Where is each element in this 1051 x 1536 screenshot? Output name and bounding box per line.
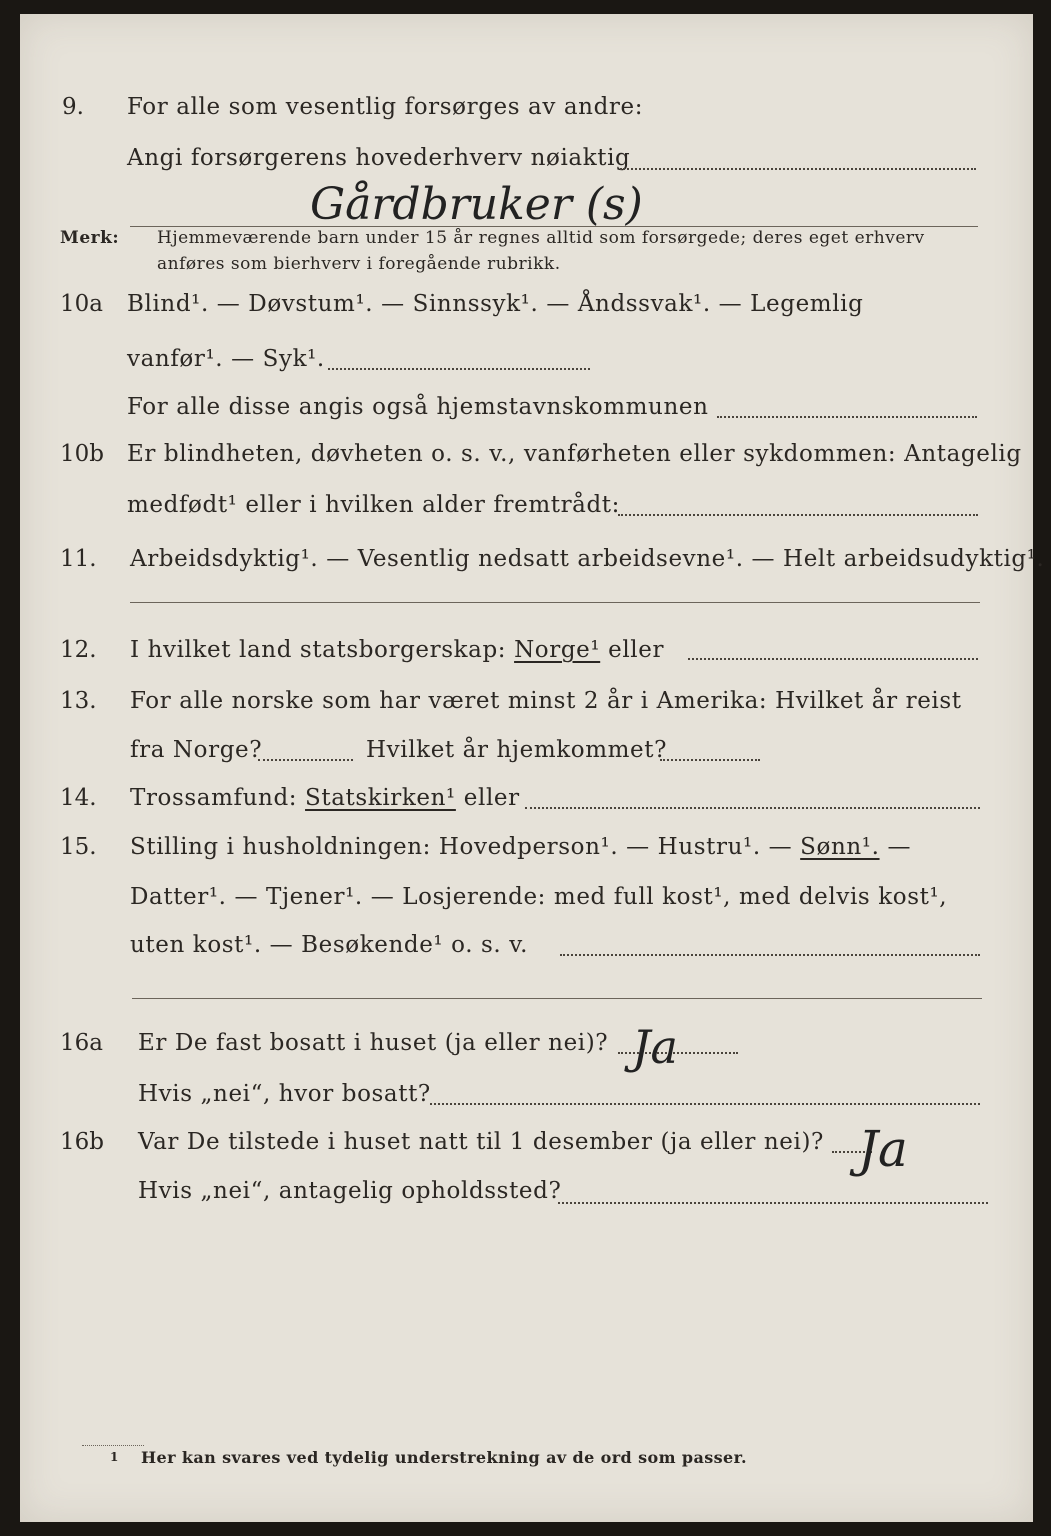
merk-label: Merk: (60, 228, 120, 248)
footnote-mark: 1 (110, 1450, 119, 1464)
q16b-line1: Var De tilstede i huset natt til 1 desember (ja eller nei)? (138, 1129, 824, 1155)
footnote-text: Her kan svares ved tydelig understrekning av de ord som passer. (141, 1448, 747, 1467)
q10a-number: 10a (60, 291, 103, 317)
q16b-number: 16b (60, 1129, 104, 1155)
q9-answer-line (130, 226, 978, 227)
q15-underlined-answer: Sønn¹. (800, 834, 880, 860)
q13-line2a: fra Norge? (130, 737, 263, 763)
q10b-number: 10b (60, 441, 104, 467)
q15-fill-line (560, 954, 980, 956)
q12-number: 12. (60, 637, 97, 663)
q14-number: 14. (60, 785, 97, 811)
q14-fill-line (525, 807, 980, 809)
q13-line2b: Hvilket år hjemkommet? (366, 737, 668, 763)
q12-line (130, 637, 664, 663)
q15-line1-dash: — (887, 834, 912, 860)
q16a-number: 16a (60, 1030, 103, 1056)
q16a-handwritten-answer: Ja (632, 1020, 678, 1074)
q12-underlined-answer: Norge¹ (514, 637, 601, 663)
q15-line3: uten kost¹. — Besøkende¹ o. s. v. (130, 932, 529, 958)
q16a-residence-fill-line (430, 1103, 980, 1105)
q16a-line1: Er De fast bosatt i huset (ja eller nei)? (138, 1030, 609, 1056)
q16a-line2: Hvis „nei“, hvor bosatt? (138, 1081, 431, 1107)
q11-line1: Arbeidsdyktig¹. — Vesentlig nedsatt arbeidsevne¹. — Helt arbeidsudyktig¹. (130, 546, 1045, 572)
q12-suffix: eller (608, 637, 665, 663)
q13-return-fill-line (660, 759, 760, 761)
q15-line2: Datter¹. — Tjener¹. — Losjerende: med full kost¹, med delvis kost¹, (130, 884, 948, 910)
q10b-fill-line (618, 514, 978, 516)
merk-line1: Hjemmeværende barn under 15 år regnes alltid som forsørgede; deres eget erhverv (157, 228, 925, 248)
q10a-home-fill-line (717, 416, 977, 418)
q10a-line1: Blind¹. — Døvstum¹. — Sinnssyk¹. — Åndssvak¹. — Legemlig (127, 291, 864, 317)
q14-line (130, 785, 520, 811)
q15-number: 15. (60, 834, 97, 860)
q14-suffix: eller (463, 785, 520, 811)
q16b-whereabouts-fill-line (558, 1202, 988, 1204)
q14-prefix: Trossamfund: (130, 785, 298, 811)
q10b-line2: medfødt¹ eller i hvilken alder fremtrådt: (127, 492, 620, 518)
q9-line1: For alle som vesentlig forsørges av andre: (127, 94, 644, 120)
merk-line2: anføres som bierhverv i foregående rubrikk. (157, 254, 561, 274)
q16b-handwritten-answer: Ja (858, 1120, 908, 1178)
q10a-fill-line (328, 368, 590, 370)
q10a-line3: For alle disse angis også hjemstavnskommunen (127, 394, 709, 420)
q15-line1 (130, 834, 911, 860)
q12-fill-line (688, 658, 978, 660)
q14-underlined-answer: Statskirken¹ (305, 785, 456, 811)
q13-departure-fill-line (258, 759, 353, 761)
q11-answer-line (130, 602, 980, 603)
q11-number: 11. (60, 546, 97, 572)
q9-line2: Angi forsørgerens hovederhverv nøiaktig (127, 145, 631, 171)
q10b-line1: Er blindheten, døvheten o. s. v., vanførheten eller sykdommen: Antagelig (127, 441, 1022, 467)
q15-line1-text: Stilling i husholdningen: Hovedperson¹. — Hustru¹. — (130, 834, 793, 860)
q16b-line2: Hvis „nei“, antagelig opholdssted? (138, 1178, 562, 1204)
q10a-line2: vanfør¹. — Syk¹. (127, 346, 325, 372)
q15-answer-line (132, 998, 982, 999)
q13-number: 13. (60, 688, 97, 714)
q9-number: 9. (62, 94, 84, 120)
census-form-page (20, 14, 1045, 1522)
q9-fill-line (620, 168, 976, 170)
q12-prefix: I hvilket land statsborgerskap: (130, 637, 507, 663)
footnote-separator (82, 1445, 144, 1446)
q13-line1: For alle norske som har været minst 2 år i Amerika: Hvilket år reist (130, 688, 962, 714)
q9-handwritten-answer: Gårdbruker (s) (310, 179, 643, 230)
